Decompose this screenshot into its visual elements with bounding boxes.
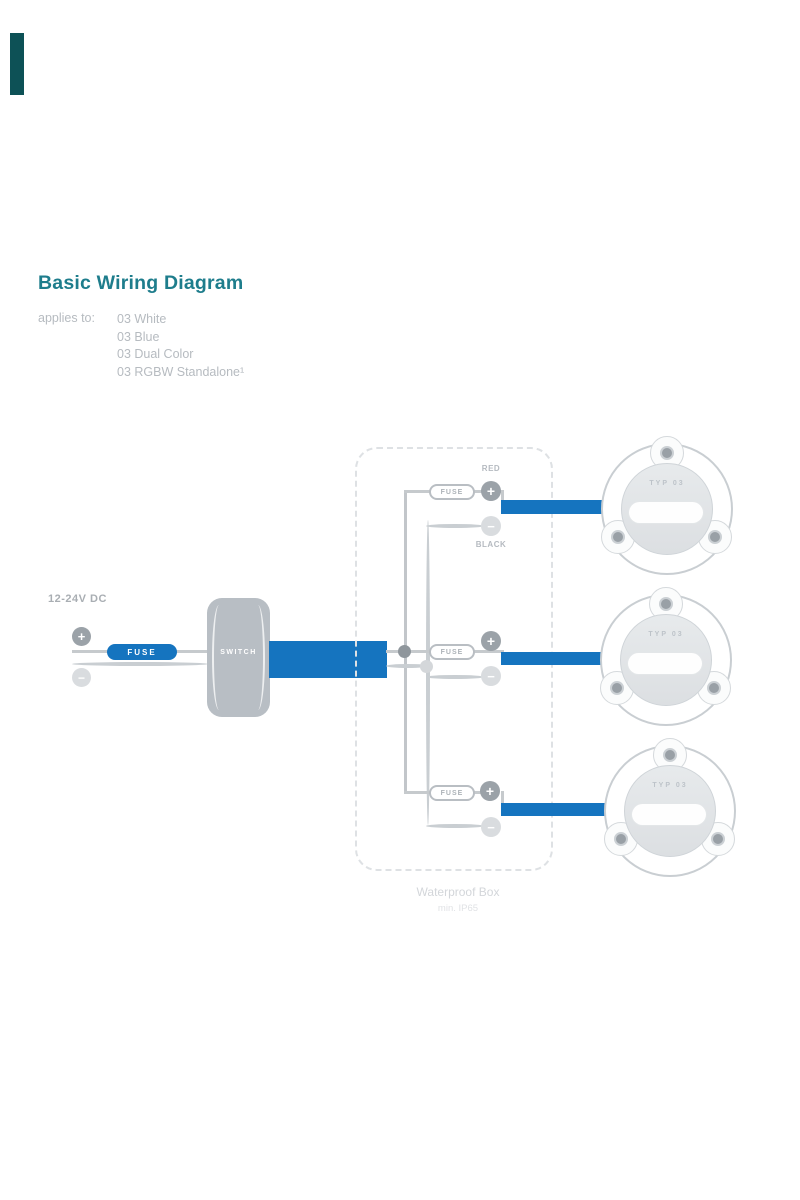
light-lens-slot bbox=[632, 804, 706, 825]
screw-icon bbox=[659, 597, 673, 611]
rocker-switch bbox=[207, 598, 270, 717]
branch2-negative-terminal bbox=[481, 666, 501, 686]
applies-item: 03 RGBW Standalone¹ bbox=[117, 364, 245, 379]
dome-light bbox=[604, 745, 736, 877]
minus-icon: − bbox=[77, 670, 85, 685]
screw-icon bbox=[611, 530, 625, 544]
dome-light bbox=[601, 443, 733, 575]
branch1-negative-terminal bbox=[481, 516, 501, 536]
branch3-negative-terminal bbox=[481, 817, 501, 837]
positive-bus-wire bbox=[404, 491, 407, 793]
applies-item: 03 Dual Color bbox=[117, 347, 194, 361]
screw-icon bbox=[707, 681, 721, 695]
page-title: Basic Wiring Diagram bbox=[38, 272, 244, 294]
fuse-label: FUSE bbox=[127, 647, 157, 657]
branch1-light-cable bbox=[501, 500, 613, 514]
screw-icon bbox=[614, 832, 628, 846]
branch2-negative-elbow bbox=[426, 675, 484, 679]
inline-fuse bbox=[107, 644, 177, 660]
light-lens-slot bbox=[628, 653, 702, 674]
plus-icon: + bbox=[486, 483, 496, 499]
fuse-label: FUSE bbox=[440, 648, 464, 656]
branch1-negative-wire bbox=[426, 524, 484, 528]
light-face bbox=[620, 614, 712, 706]
applies-item: 03 White bbox=[117, 312, 167, 326]
plus-icon: + bbox=[485, 783, 495, 799]
input-negative-terminal bbox=[72, 668, 91, 687]
light-lens-slot bbox=[629, 502, 703, 523]
screw-icon bbox=[663, 748, 677, 762]
applies-to-label: applies to: bbox=[38, 311, 95, 325]
minus-icon: − bbox=[487, 668, 495, 684]
junction-node-negative bbox=[420, 660, 433, 673]
minus-icon: − bbox=[487, 518, 495, 534]
waterproof-box-rating: min. IP65 bbox=[437, 903, 479, 914]
minus-icon: − bbox=[487, 819, 495, 835]
applies-item: 03 Blue bbox=[117, 329, 160, 344]
fuse-label: FUSE bbox=[440, 789, 464, 797]
switch-bezel-left bbox=[212, 605, 226, 710]
dome-light bbox=[600, 594, 732, 726]
waterproof-box-label: Waterproof Box bbox=[416, 885, 500, 899]
red-wire-label: RED bbox=[481, 464, 501, 473]
plus-icon: + bbox=[486, 633, 496, 649]
page-edge-tab bbox=[10, 33, 24, 95]
branch3-fuse bbox=[429, 785, 475, 801]
light-face bbox=[621, 463, 713, 555]
light-face bbox=[624, 765, 716, 857]
screw-icon bbox=[610, 681, 624, 695]
plus-icon: + bbox=[77, 629, 86, 644]
applies-to-list bbox=[117, 311, 244, 381]
screw-icon bbox=[708, 530, 722, 544]
branch2-fuse bbox=[429, 644, 475, 660]
light-brand-label: TYP 03 bbox=[652, 782, 688, 789]
input-positive-terminal bbox=[72, 627, 91, 646]
junction-node-positive bbox=[398, 645, 411, 658]
branch3-negative-elbow bbox=[426, 824, 484, 828]
screw-icon bbox=[660, 446, 674, 460]
branch2-positive-terminal bbox=[481, 631, 501, 651]
switch-bezel-right bbox=[251, 605, 265, 710]
branch3-light-cable bbox=[501, 803, 611, 816]
supply-voltage-label: 12-24V DC bbox=[48, 593, 107, 605]
light-brand-label: TYP 03 bbox=[649, 480, 685, 487]
branch1-fuse bbox=[429, 484, 475, 500]
branch3-positive-terminal bbox=[480, 781, 500, 801]
input-negative-wire bbox=[72, 662, 208, 666]
fuse-label: FUSE bbox=[440, 488, 464, 496]
black-wire-label: BLACK bbox=[475, 540, 507, 549]
light-brand-label: TYP 03 bbox=[648, 631, 684, 638]
screw-icon bbox=[711, 832, 725, 846]
switch-label: SWITCH bbox=[220, 649, 257, 656]
branch1-positive-terminal bbox=[481, 481, 501, 501]
branch2-light-cable bbox=[501, 652, 611, 665]
